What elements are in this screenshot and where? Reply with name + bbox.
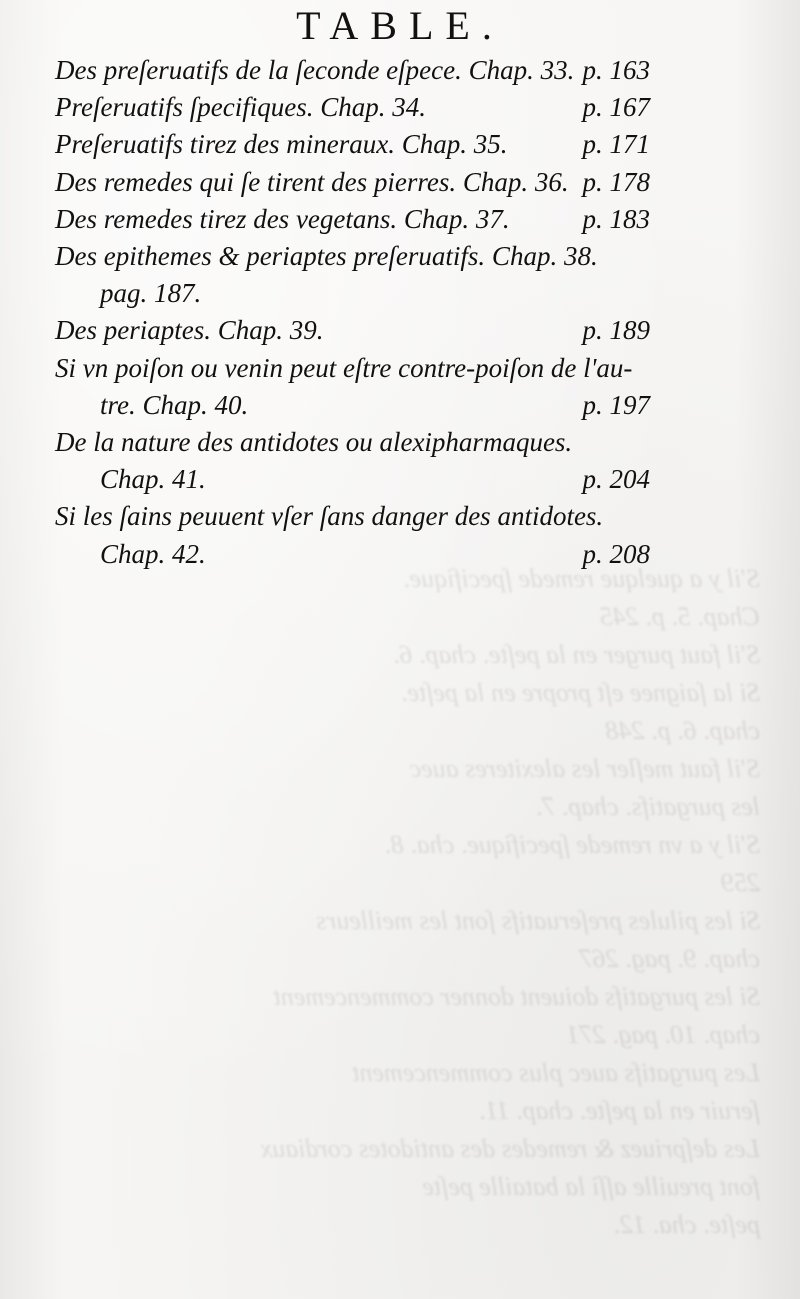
page-title: TABLE. xyxy=(296,3,504,48)
entry-page-ref: p. 197 xyxy=(582,389,650,420)
toc-entry xyxy=(55,498,650,572)
toc-entry xyxy=(55,126,650,163)
entry-title: Des remedes qui ſe tirent des pierres. Chap. 36. xyxy=(55,166,569,197)
entry-page-ref: p. 167 xyxy=(582,92,650,123)
entry-page-ref: p. 163 xyxy=(582,55,650,85)
toc-entry xyxy=(55,424,650,498)
entry-page-ref: p. 204 xyxy=(582,464,650,495)
entry-page-ref: p. 171 xyxy=(582,129,650,160)
entry-page-ref: p. 178 xyxy=(582,166,650,197)
toc-entry xyxy=(55,89,650,126)
entry-title: Des remedes tirez des vegetans. Chap. 37. xyxy=(55,203,510,234)
entry-title: Preſeruatifs tirez des mineraux. Chap. 35. xyxy=(55,129,508,160)
entry-page-ref: p. 208 xyxy=(582,538,650,569)
entry-title: Si vn poiſon ou venin peut eſtre contre-poiſon de l'au- xyxy=(55,352,633,383)
entry-title-continued: Chap. 41. xyxy=(100,464,206,495)
show-through-decoration: S'il y a quelque remede ſpecifique. Chap. 5. p. 245 S'il faut purger en la peſte. chap. 6. Si la ſaignee eſt propre en la peſte. chap. 6. p. 248 S'il faut meſler les alexiteres auec les purgatifs. chap. 7. S'il y a vn remede ſpecifique. cha. 8. 259 Si les pilules preſeruatifs ſont les meilleurs chap. 9. pag. 267 Si les purgatifs doiuent donner commencement chap. 10. pag. 271 Les purgatifs auec plus commencement ſeruir en la peſte. chap. 11. Les deſpriuez & remedes des antidotes cordiaux font preuille aſſi la bataille peſte peſte. cha. 12. xyxy=(260,564,760,1239)
toc-entry xyxy=(55,52,650,89)
table-of-contents xyxy=(55,52,650,573)
entry-title: Preſeruatifs ſpecifiques. Chap. 34. xyxy=(55,92,426,123)
entry-title-continued: tre. Chap. 40. xyxy=(100,389,249,420)
toc-entry xyxy=(55,238,650,312)
toc-entry xyxy=(55,350,650,424)
toc-entry xyxy=(55,312,650,349)
entry-title: Des preſeruatifs de la ſeconde eſpece. Chap. 33. xyxy=(55,55,575,85)
toc-entry xyxy=(55,201,650,238)
entry-title: Des periaptes. Chap. 39. xyxy=(55,315,324,346)
entry-title: Si les ſains peuuent vſer ſans danger des antidotes. xyxy=(55,501,604,532)
entry-page-ref: p. 189 xyxy=(582,315,650,346)
entry-title: Des epithemes & periaptes preſeruatifs. Chap. 38. xyxy=(55,241,598,272)
entry-title-continued: Chap. 42. xyxy=(100,538,206,569)
toc-entry xyxy=(55,164,650,201)
entry-page-ref: p. 183 xyxy=(582,203,650,234)
entry-title-continued: pag. 187. xyxy=(100,278,202,309)
entry-title: De la nature des antidotes ou alexipharmaques. xyxy=(55,427,573,458)
